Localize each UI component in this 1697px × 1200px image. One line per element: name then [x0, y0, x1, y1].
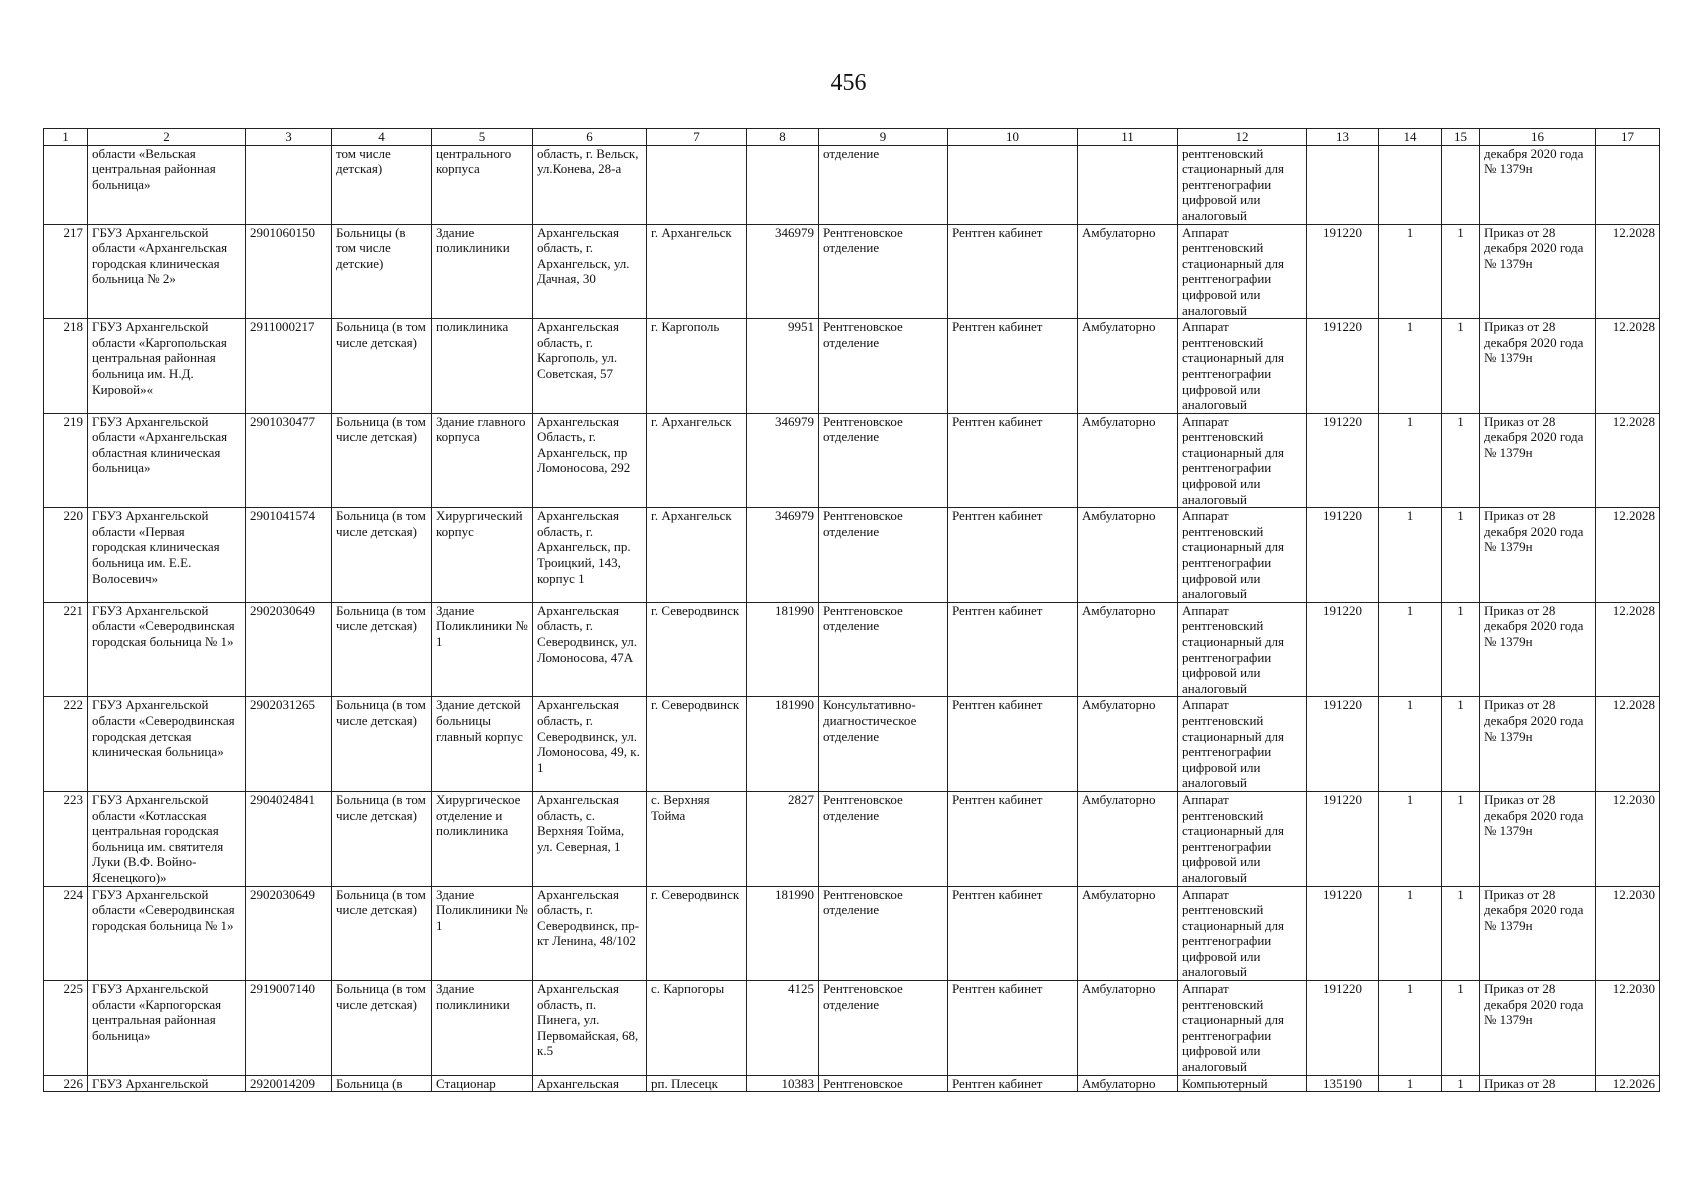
table-cell: 2901060150 [246, 224, 332, 319]
table-cell: Здание Поликлиники № 1 [432, 886, 533, 981]
table-cell: рп. Плесецк [647, 1075, 747, 1092]
table-cell: Аппарат рентгеновский стационарный для рентгенографии цифровой или аналоговый [1178, 413, 1307, 508]
table-cell: Рентген кабинет [948, 886, 1078, 981]
table-row [44, 508, 1660, 603]
table-cell: г. Каргополь [647, 319, 747, 414]
table-cell [246, 145, 332, 224]
table-cell: Архангельская область, г. Каргополь, ул. Советская, 57 [533, 319, 647, 414]
table-cell: 2919007140 [246, 981, 332, 1076]
table-cell: ГБУЗ Архангельской области «Северодвинская городская больница № 1» [88, 602, 246, 697]
table-cell: Рентгеновское отделение [819, 791, 948, 886]
table-cell: Рентген кабинет [948, 508, 1078, 603]
table-cell: ГБУЗ Архангельской области «Карпогорская центральная районная больница» [88, 981, 246, 1076]
table-cell: Архангельская Область, г. Архангельск, пр Ломоносова, 292 [533, 413, 647, 508]
table-cell: Архангельская область, г. Северодвинск, ул. Ломоносова, 49, к. 1 [533, 697, 647, 792]
table-row [44, 886, 1660, 981]
table-cell: 4125 [747, 981, 819, 1076]
table-cell: Рентген кабинет [948, 981, 1078, 1076]
table-cell: Больница (в том числе детская) [332, 319, 432, 414]
col-header: 8 [747, 129, 819, 146]
table-cell: Здание поликлиники [432, 981, 533, 1076]
table-cell: Хирургический корпус [432, 508, 533, 603]
col-header: 5 [432, 129, 533, 146]
table-cell: 1 [1379, 224, 1442, 319]
table-cell: 1 [1442, 508, 1480, 603]
table-cell: поликлиника [432, 319, 533, 414]
table-cell: 226 [44, 1075, 88, 1092]
table-cell: том числе детская) [332, 145, 432, 224]
table-row [44, 791, 1660, 886]
col-header: 2 [88, 129, 246, 146]
table-cell: 1 [1442, 981, 1480, 1076]
col-header: 4 [332, 129, 432, 146]
table-cell: Аппарат рентгеновский стационарный для рентгенографии цифровой или аналоговый [1178, 224, 1307, 319]
table-cell: Больница (в том числе детская) [332, 413, 432, 508]
table-cell: 191220 [1307, 508, 1379, 603]
table-cell: 1 [1442, 602, 1480, 697]
registry-table [43, 128, 1660, 1092]
table-cell: ГБУЗ Архангельской области «Северодвинская городская детская клиническая больница» [88, 697, 246, 792]
table-cell: Архангельская область, с. Верхняя Тойма, ул. Северная, 1 [533, 791, 647, 886]
table-cell: Хирургическое отделение и поликлиника [432, 791, 533, 886]
table-cell: Консультативно-диагностическое отделение [819, 697, 948, 792]
table-cell: 135190 [1307, 1075, 1379, 1092]
table-cell: 9951 [747, 319, 819, 414]
table-cell: ГБУЗ Архангельской области «Архангельская областная клиническая больница» [88, 413, 246, 508]
table-cell: Архангельская область, г. Северодвинск, ул. Ломоносова, 47А [533, 602, 647, 697]
table-cell: 2901041574 [246, 508, 332, 603]
table-cell: Амбулаторно [1078, 886, 1178, 981]
table-cell: Аппарат рентгеновский стационарный для рентгенографии цифровой или аналоговый [1178, 697, 1307, 792]
table-cell: Рентген кабинет [948, 319, 1078, 414]
table-cell: 1 [1442, 886, 1480, 981]
col-header: 9 [819, 129, 948, 146]
table-cell: 2902031265 [246, 697, 332, 792]
table-cell: 12.2026 [1596, 1075, 1660, 1092]
table-body [44, 145, 1660, 1092]
table-row [44, 697, 1660, 792]
table-cell: 1 [1442, 697, 1480, 792]
table-cell: Приказ от 28 декабря 2020 года № 1379н [1480, 602, 1596, 697]
table-cell: Амбулаторно [1078, 413, 1178, 508]
table-cell: 1 [1442, 319, 1480, 414]
table-cell: Компьютерный [1178, 1075, 1307, 1092]
table-cell: Приказ от 28 декабря 2020 года № 1379н [1480, 791, 1596, 886]
table-cell [1379, 145, 1442, 224]
table-cell: Приказ от 28 декабря 2020 года № 1379н [1480, 886, 1596, 981]
table-cell: 1 [1442, 1075, 1480, 1092]
col-header: 1 [44, 129, 88, 146]
table-cell: Рентгеновское отделение [819, 886, 948, 981]
table-cell: 12.2030 [1596, 886, 1660, 981]
table-cell: 217 [44, 224, 88, 319]
table-cell: 1 [1379, 508, 1442, 603]
table-cell: 2827 [747, 791, 819, 886]
table-cell: Рентген кабинет [948, 224, 1078, 319]
table-cell: г. Архангельск [647, 224, 747, 319]
table-row [44, 981, 1660, 1076]
table-cell: 12.2028 [1596, 508, 1660, 603]
table-cell: 191220 [1307, 791, 1379, 886]
table-cell: Больницы (в том числе детские) [332, 224, 432, 319]
table-cell: Приказ от 28 декабря 2020 года № 1379н [1480, 224, 1596, 319]
col-header: 17 [1596, 129, 1660, 146]
table-cell: ГБУЗ Архангельской области «Архангельская городская клиническая больница № 2» [88, 224, 246, 319]
table-cell: центрального корпуса [432, 145, 533, 224]
table-cell [44, 145, 88, 224]
table-cell: 191220 [1307, 697, 1379, 792]
table-cell: 181990 [747, 886, 819, 981]
table-cell: 1 [1379, 697, 1442, 792]
table-cell: Амбулаторно [1078, 508, 1178, 603]
table-cell: Больница (в том числе детская) [332, 602, 432, 697]
table-cell: г. Северодвинск [647, 886, 747, 981]
table-cell: Стационар [432, 1075, 533, 1092]
table-cell: ГБУЗ Архангельской области «Первая городская клиническая больница им. Е.Е. Волосевич» [88, 508, 246, 603]
table-cell: 1 [1379, 319, 1442, 414]
table-cell: Аппарат рентгеновский стационарный для рентгенографии цифровой или аналоговый [1178, 886, 1307, 981]
table-cell: 12.2030 [1596, 791, 1660, 886]
table-cell: с. Карпогоры [647, 981, 747, 1076]
table-cell: Приказ от 28 декабря 2020 года № 1379н [1480, 697, 1596, 792]
table-cell: ГБУЗ Архангельской области «Каргопольская центральная районная больница им. Н.Д. Кировой»« [88, 319, 246, 414]
table-cell: рентгеновский стационарный для рентгенографии цифровой или аналоговый [1178, 145, 1307, 224]
table-cell: Здание детской больницы главный корпус [432, 697, 533, 792]
table-cell: Больница (в том числе детская) [332, 981, 432, 1076]
col-header: 10 [948, 129, 1078, 146]
col-header: 11 [1078, 129, 1178, 146]
table-cell: Рентген кабинет [948, 413, 1078, 508]
table-cell: Больница (в том числе детская) [332, 886, 432, 981]
table-cell: 191220 [1307, 602, 1379, 697]
table-cell: 346979 [747, 413, 819, 508]
table-cell [647, 145, 747, 224]
table-cell: с. Верхняя Тойма [647, 791, 747, 886]
col-header: 6 [533, 129, 647, 146]
table-cell: Архангельская область, п. Пинега, ул. Первомайская, 68, к.5 [533, 981, 647, 1076]
table-cell: Аппарат рентгеновский стационарный для рентгенографии цифровой или аналоговый [1178, 508, 1307, 603]
col-header: 13 [1307, 129, 1379, 146]
table-row [44, 145, 1660, 224]
table-cell: Рентгеновское отделение [819, 508, 948, 603]
table-cell: 218 [44, 319, 88, 414]
table-cell: Рентген кабинет [948, 697, 1078, 792]
table-cell: Амбулаторно [1078, 1075, 1178, 1092]
table-cell: 12.2028 [1596, 697, 1660, 792]
table-cell: Приказ от 28 декабря 2020 года № 1379н [1480, 508, 1596, 603]
table-cell: 191220 [1307, 886, 1379, 981]
table-cell: 1 [1379, 886, 1442, 981]
table-cell: 221 [44, 602, 88, 697]
table-cell: 12.2028 [1596, 602, 1660, 697]
table-cell: 220 [44, 508, 88, 603]
header-row [44, 129, 1660, 146]
table-cell: Амбулаторно [1078, 602, 1178, 697]
table-cell: 346979 [747, 224, 819, 319]
table-cell: Рентгеновское отделение [819, 413, 948, 508]
table-cell: Амбулаторно [1078, 224, 1178, 319]
table-cell: 12.2028 [1596, 224, 1660, 319]
table-cell [747, 145, 819, 224]
table-cell: г. Архангельск [647, 413, 747, 508]
table-cell: 1 [1442, 413, 1480, 508]
table-row [44, 319, 1660, 414]
table-cell: 2920014209 [246, 1075, 332, 1092]
table-cell: Амбулаторно [1078, 697, 1178, 792]
table-cell: Архангельская область, г. Северодвинск, пр-кт Ленина, 48/102 [533, 886, 647, 981]
table-cell: Архангельская область, г. Архангельск, ул. Дачная, 30 [533, 224, 647, 319]
table-cell: 10383 [747, 1075, 819, 1092]
table-row [44, 602, 1660, 697]
table-cell: Здание поликлиники [432, 224, 533, 319]
table-cell: 224 [44, 886, 88, 981]
table-cell: 1 [1379, 1075, 1442, 1092]
table-cell: декабря 2020 года № 1379н [1480, 145, 1596, 224]
table-cell: 12.2028 [1596, 319, 1660, 414]
table-cell: 223 [44, 791, 88, 886]
table-cell: Аппарат рентгеновский стационарный для рентгенографии цифровой или аналоговый [1178, 791, 1307, 886]
table-cell: ГБУЗ Архангельской области «Котласская центральная городская больница им. святителя Луки (В.Ф. Войно-Ясенецкого)» [88, 791, 246, 886]
table-cell: области «Вельская центральная районная больница» [88, 145, 246, 224]
table-cell: Здание главного корпуса [432, 413, 533, 508]
table-cell: Рентген кабинет [948, 791, 1078, 886]
table-cell: отделение [819, 145, 948, 224]
table-row [44, 1075, 1660, 1092]
table-cell: Аппарат рентгеновский стационарный для рентгенографии цифровой или аналоговый [1178, 319, 1307, 414]
col-header: 14 [1379, 129, 1442, 146]
table-cell: 191220 [1307, 413, 1379, 508]
table-cell: Больница (в том числе детская) [332, 508, 432, 603]
table-cell: Рентгеновское отделение [819, 319, 948, 414]
table-cell: Больница (в том числе детская) [332, 697, 432, 792]
table-cell: Амбулаторно [1078, 791, 1178, 886]
table-cell: Здание Поликлиники № 1 [432, 602, 533, 697]
table-cell: 191220 [1307, 319, 1379, 414]
col-header: 15 [1442, 129, 1480, 146]
table-cell: Рентген кабинет [948, 1075, 1078, 1092]
table-cell: Аппарат рентгеновский стационарный для рентгенографии цифровой или аналоговый [1178, 602, 1307, 697]
table-cell [1596, 145, 1660, 224]
table-cell: 346979 [747, 508, 819, 603]
table-cell: 1 [1379, 602, 1442, 697]
table-cell: ГБУЗ Архангельской [88, 1075, 246, 1092]
table-cell: Приказ от 28 декабря 2020 года № 1379н [1480, 981, 1596, 1076]
table-cell: 12.2028 [1596, 413, 1660, 508]
table-cell: г. Северодвинск [647, 697, 747, 792]
table-cell: Рентген кабинет [948, 602, 1078, 697]
table-cell: 181990 [747, 602, 819, 697]
table-cell: 1 [1379, 413, 1442, 508]
table-cell: 2911000217 [246, 319, 332, 414]
table-cell: 2904024841 [246, 791, 332, 886]
table-cell: Рентгеновское отделение [819, 602, 948, 697]
table-cell: Архангельская [533, 1075, 647, 1092]
table-cell: 12.2030 [1596, 981, 1660, 1076]
table-cell: 181990 [747, 697, 819, 792]
table-cell: 2902030649 [246, 602, 332, 697]
table-cell: 1 [1442, 224, 1480, 319]
table-cell: 1 [1379, 981, 1442, 1076]
table-cell: Архангельская область, г. Архангельск, пр. Троицкий, 143, корпус 1 [533, 508, 647, 603]
table-cell: 1 [1442, 791, 1480, 886]
table-cell: область, г. Вельск, ул.Конева, 28-а [533, 145, 647, 224]
table-cell: Аппарат рентгеновский стационарный для рентгенографии цифровой или аналоговый [1178, 981, 1307, 1076]
page-number: 456 [830, 70, 867, 96]
table-cell [948, 145, 1078, 224]
table-cell: 219 [44, 413, 88, 508]
table-cell [1307, 145, 1379, 224]
table-cell: 191220 [1307, 224, 1379, 319]
table-cell: Больница (в том числе детская) [332, 791, 432, 886]
table-cell [1442, 145, 1480, 224]
col-header: 12 [1178, 129, 1307, 146]
table-row [44, 413, 1660, 508]
table-cell: Приказ от 28 декабря 2020 года № 1379н [1480, 413, 1596, 508]
table-cell: Рентгеновское [819, 1075, 948, 1092]
table-cell: Больница (в [332, 1075, 432, 1092]
table-row [44, 224, 1660, 319]
table-cell: 222 [44, 697, 88, 792]
table-cell: 1 [1379, 791, 1442, 886]
table-cell: 2902030649 [246, 886, 332, 981]
table-cell: ГБУЗ Архангельской области «Северодвинская городская больница № 1» [88, 886, 246, 981]
col-header: 7 [647, 129, 747, 146]
table-cell: 225 [44, 981, 88, 1076]
table-cell: г. Северодвинск [647, 602, 747, 697]
table-cell: 2901030477 [246, 413, 332, 508]
col-header: 3 [246, 129, 332, 146]
table-cell: Рентгеновское отделение [819, 981, 948, 1076]
table-cell [1078, 145, 1178, 224]
table-cell: Приказ от 28 декабря 2020 года № 1379н [1480, 319, 1596, 414]
table-cell: 191220 [1307, 981, 1379, 1076]
table-cell: Амбулаторно [1078, 981, 1178, 1076]
table-cell: Амбулаторно [1078, 319, 1178, 414]
table-cell: Приказ от 28 [1480, 1075, 1596, 1092]
col-header: 16 [1480, 129, 1596, 146]
table-cell: Рентгеновское отделение [819, 224, 948, 319]
table-cell: г. Архангельск [647, 508, 747, 603]
